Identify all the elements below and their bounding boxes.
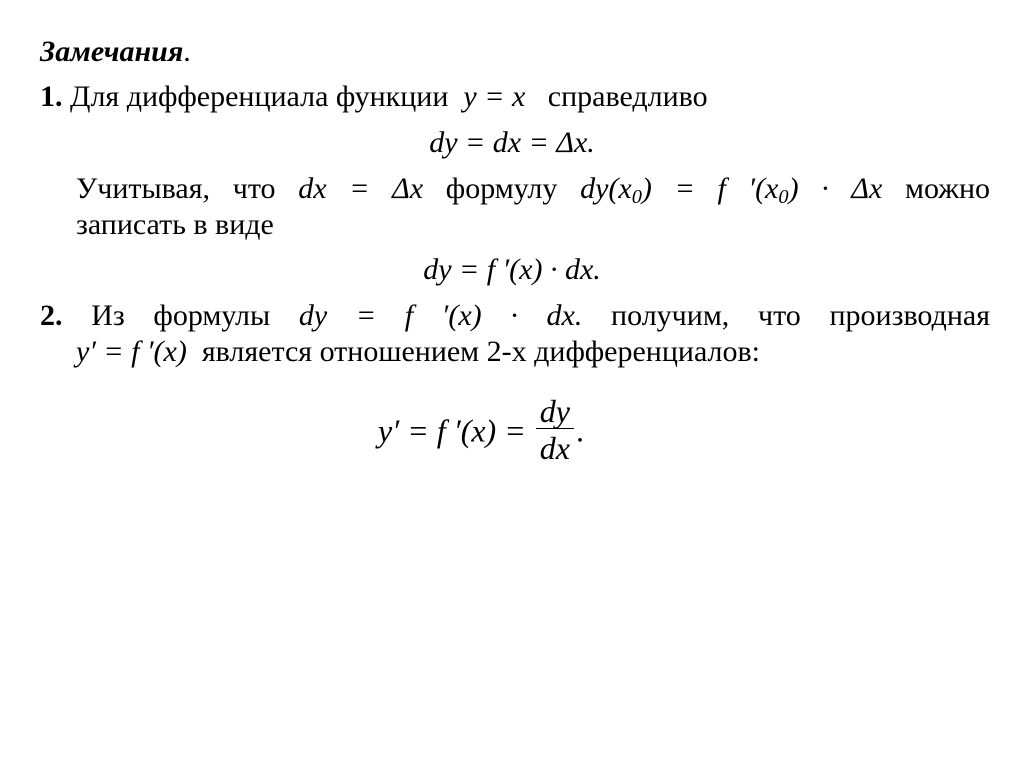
item-2-word-1: Из (91, 299, 125, 332)
formula-3-period: . (576, 412, 584, 449)
heading-period: . (183, 35, 191, 68)
formula-dy-dx: dy = dx = Δx. (429, 126, 595, 159)
item-1-tail: справедливо (547, 80, 708, 113)
fraction-numerator: dy (536, 394, 574, 429)
item-2-line-1 (40, 298, 990, 334)
item-2-number: 2. (40, 299, 63, 332)
item-1-text: Для дифференциала функции (70, 80, 449, 113)
paragraph-considering-line-2: записать в виде (76, 208, 274, 241)
item-2-line-2-text: является отношением 2-х дифференциалов: (201, 335, 761, 368)
para-word-3: формулу (445, 172, 558, 205)
heading-title: Замечания (40, 35, 184, 68)
item-1 (40, 79, 708, 115)
para-word-1: Учитывая, (76, 172, 211, 205)
para-condition: dx = Δx (298, 172, 424, 205)
fraction (536, 394, 574, 467)
formula-derivative-ratio (378, 394, 584, 467)
item-2-derivative: y′ = f ′(x) (76, 335, 187, 368)
para-word-2: что (232, 172, 276, 205)
item-1-function: y = x (463, 80, 526, 113)
formula-3-lhs: y′ = f ′(x) = (378, 412, 526, 449)
paragraph-considering-line-1 (76, 171, 990, 207)
item-2-line-2 (76, 334, 760, 370)
item-2-formula: dy = f ′(x) · dx. (298, 299, 583, 332)
item-2-word-5: производная (829, 299, 990, 332)
fraction-denominator: dx (539, 430, 570, 466)
item-2-word-4: что (758, 299, 801, 332)
formula-dy-fprime-dx: dy = f ′(x) · dx. (423, 253, 601, 286)
item-2-word-3: получим, (611, 299, 730, 332)
para-formula: $dy(x_0) = f$ $'(x_0) \cdot \Delta x$ (580, 172, 883, 209)
item-1-number: 1. (40, 80, 63, 113)
item-2-word-2: формулы (153, 299, 271, 332)
para-word-4: можно (905, 172, 991, 205)
remarks-heading (40, 34, 191, 70)
